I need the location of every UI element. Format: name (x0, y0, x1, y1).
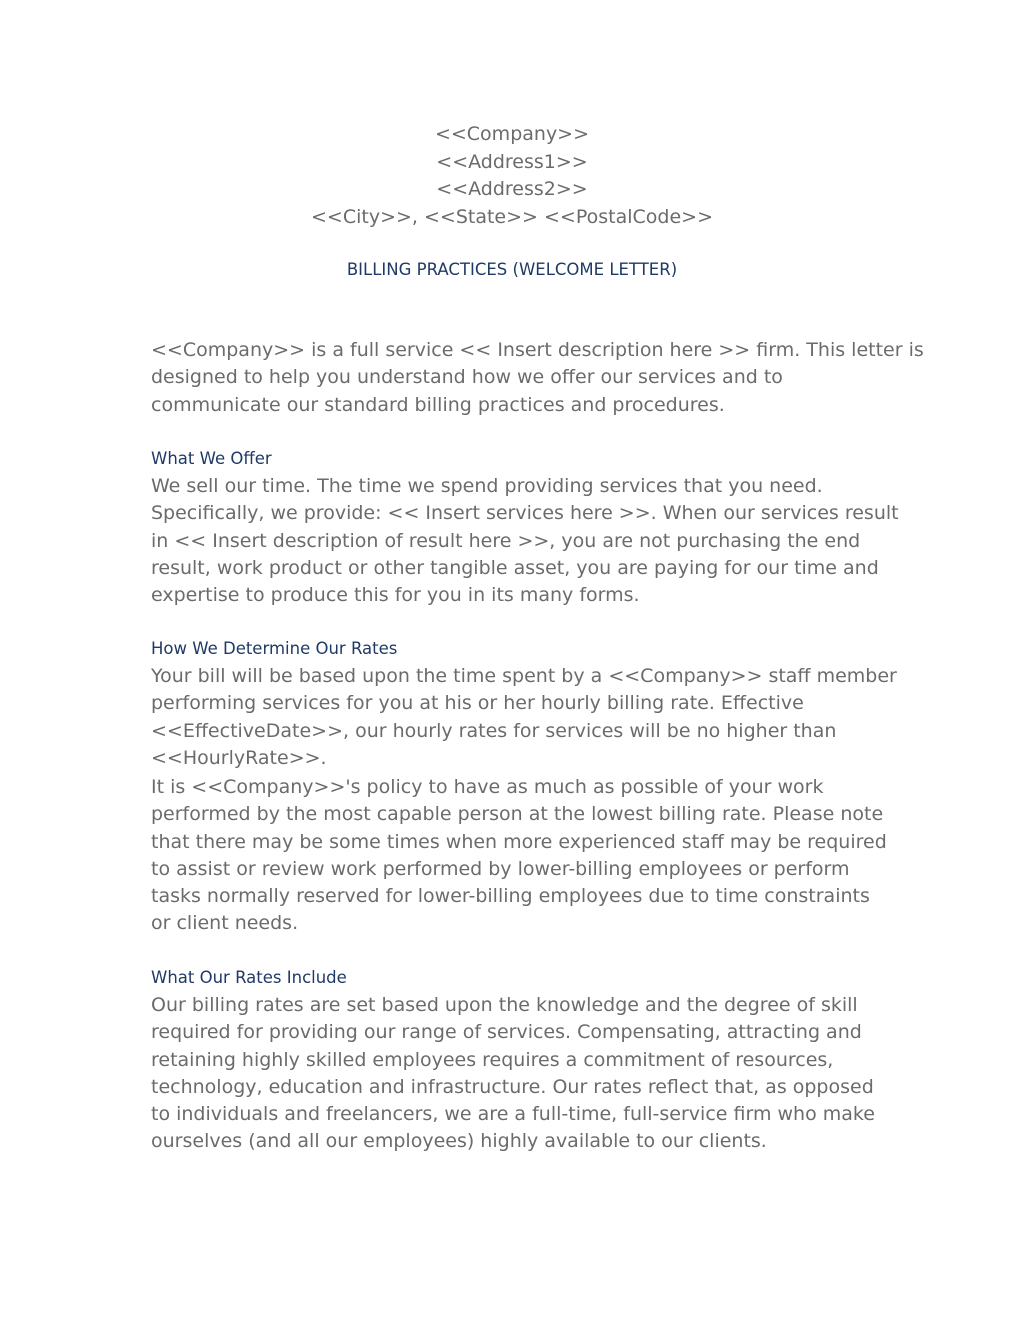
paragraph-line: technology, education and infrastructure. Our rates reflect that, as opposed (151, 1075, 874, 1098)
paragraph-line: communicate our standard billing practices and procedures. (151, 393, 725, 416)
paragraph-line: tasks normally reserved for lower-billing employees due to time constraints (151, 885, 870, 908)
paragraph-line: result, work product or other tangible asset, you are paying for our time and (151, 556, 879, 579)
address-city-state-zip: <<City>>, <<State>> <<PostalCode>> (310, 205, 713, 228)
section-paragraph-rates-2 (151, 774, 887, 938)
paragraph-line: performed by the most capable person at the lowest billing rate. Please note (151, 803, 884, 826)
paragraph-line: in << Insert description of result here >>, you are not purchasing the end (151, 529, 861, 552)
paragraph-line: Specifically, we provide: << Insert services here >>. When our services result (151, 502, 899, 525)
paragraph-line: <<EffectiveDate>>, our hourly rates for services will be no higher than (151, 719, 837, 742)
address-block (0, 121, 1024, 231)
section-heading-what-we-offer: What We Offer (151, 449, 272, 468)
paragraph-line: to assist or review work performed by lower-billing employees or perform (151, 857, 850, 880)
paragraph-line: performing services for you at his or her hourly billing rate. Effective (151, 692, 804, 715)
paragraph-line: that there may be some times when more experienced staff may be required (151, 830, 887, 853)
paragraph-line: or client needs. (151, 912, 299, 935)
paragraph-line: <<Company>> is a full service << Insert description here >> firm. This letter is (151, 339, 924, 361)
address-line-1: <<Address1>> (436, 150, 588, 173)
paragraph-line: Your bill will be based upon the time spent by a <<Company>> staff member (151, 665, 897, 687)
paragraph-line: to individuals and freelancers, we are a full-time, full-service firm who make (151, 1103, 875, 1126)
address-line-2: <<Address2>> (436, 178, 588, 200)
document-title: BILLING PRACTICES (WELCOME LETTER) (346, 260, 678, 279)
address-company: <<Company>> (434, 123, 590, 145)
section-paragraph-rates-include (151, 992, 881, 1156)
paragraph-line: retaining highly skilled employees requires a commitment of resources, (151, 1048, 834, 1071)
section-paragraph-rates-1 (151, 663, 897, 772)
paragraph-line: Our billing rates are set based upon the knowledge and the degree of skill (151, 994, 858, 1016)
paragraph-line: It is <<Company>>'s policy to have as much as possible of your work (151, 776, 824, 798)
paragraph-line: designed to help you understand how we offer our services and to (151, 366, 783, 389)
section-paragraph-what-we-offer (151, 473, 899, 609)
intro-paragraph (151, 337, 924, 419)
section-heading-how-we-determine-rates: How We Determine Our Rates (151, 639, 398, 658)
section-heading-what-our-rates-include: What Our Rates Include (151, 968, 347, 987)
paragraph-line: <<HourlyRate>>. (151, 746, 327, 769)
paragraph-line: We sell our time. The time we spend providing services that you need. (151, 475, 823, 497)
paragraph-line: expertise to produce this for you in its many forms. (151, 584, 640, 607)
paragraph-line: required for providing our range of services. Compensating, attracting and (151, 1021, 862, 1044)
paragraph-line: ourselves (and all our employees) highly available to our clients. (151, 1130, 767, 1153)
